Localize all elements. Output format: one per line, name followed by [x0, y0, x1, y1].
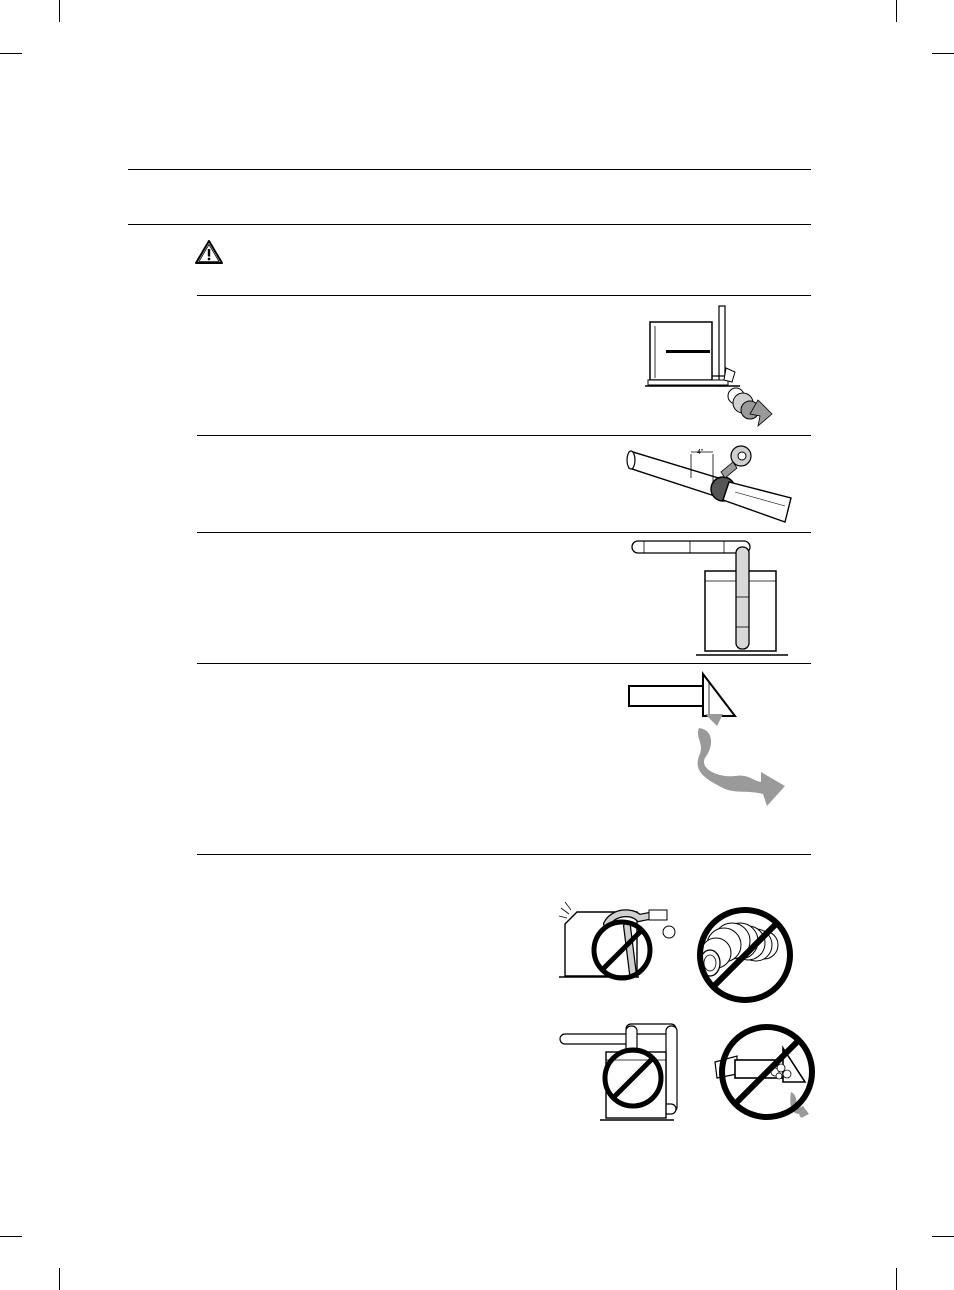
- figure-prohibited-crushed-duct: [557, 898, 685, 980]
- section-rule-4: [197, 663, 811, 664]
- crop-mark-top-left-h: [0, 53, 22, 54]
- figure-prohibited-flexible-duct: [694, 905, 796, 1005]
- crop-mark-top-right-v: [896, 0, 897, 22]
- crop-mark-bottom-right-h: [932, 1236, 954, 1237]
- section-rule-2: [197, 435, 811, 436]
- figure-prohibited-long-duct: [556, 1022, 684, 1124]
- crop-mark-bottom-left-v: [59, 1268, 60, 1290]
- crop-mark-top-right-h: [932, 53, 954, 54]
- header-rule-top: [128, 169, 811, 170]
- section-rule-5: [197, 854, 811, 855]
- crop-mark-top-left-v: [59, 0, 60, 22]
- crop-mark-bottom-left-h: [0, 1236, 22, 1237]
- header-rule-bottom: [128, 224, 811, 225]
- figure-dryer-wall-exhaust: [640, 300, 790, 430]
- crop-mark-bottom-right-v: [896, 1268, 897, 1290]
- figure-duct-joint-tape: [625, 438, 795, 530]
- figure-duct-route-vertical: [628, 537, 793, 659]
- figure-prohibited-blocked-hood: [713, 1022, 813, 1124]
- figure-exhaust-hood-airflow: [625, 668, 793, 810]
- figure-angle-label: 4": [697, 449, 704, 456]
- section-rule-3: [197, 532, 811, 533]
- section-rule-1: [197, 295, 811, 296]
- warning-triangle-icon: [195, 240, 223, 264]
